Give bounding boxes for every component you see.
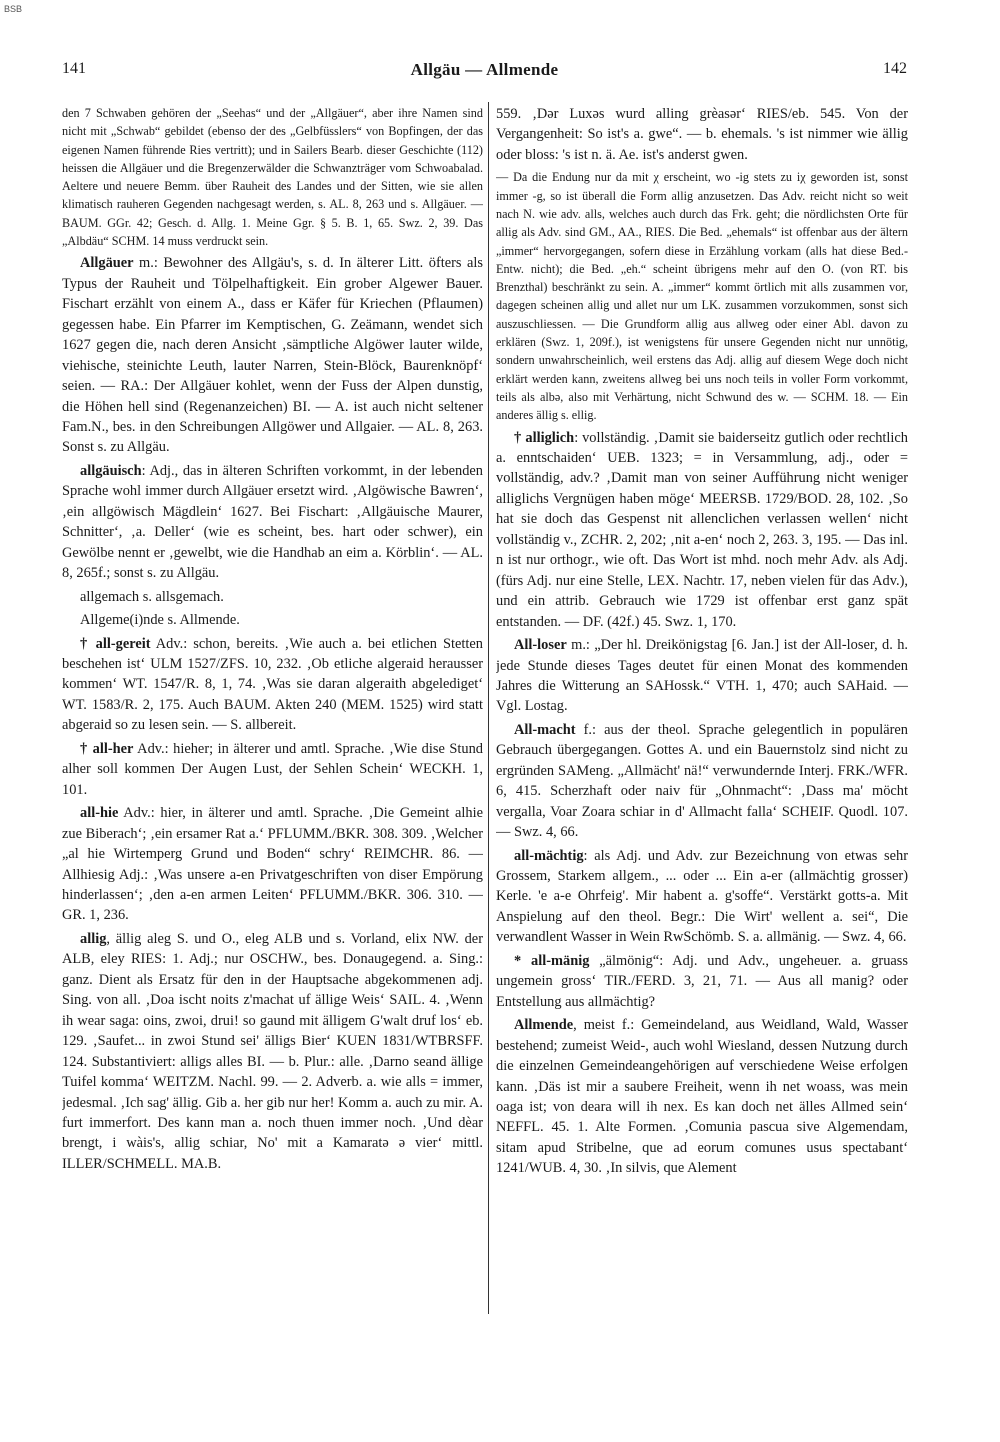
headword: all-hie (80, 805, 119, 822)
dictionary-paragraph (62, 803, 483, 926)
entry-text: Adv.: hieher; in älterer und amtl. Sprache. ‚Wie dise Stund alher soll kommen Der Augen Lust, der Sehlen Schein‘ WECKH. 1, 101. (62, 740, 483, 798)
dictionary-paragraph (496, 720, 908, 843)
entry-text: den 7 Schwaben gehören der „Seehas“ und der „Allgäuer“, aber ihre Namen sind nicht mit „Schwab“ gebildet (ebenso der des „Gelbfüsslers“ von Bopfingen, der das eigenen Namen führende Ries vertritt); und in Sailers Bearb. dieser Geschichte (112) heissen die Allgäuer und die Bregenzerwälder die Schwanzträger vom Schwoabalad. Aeltere und neuere Bemm. über Rauheit des Landes und der Sitten, wie sie allen klimatisch rauheren Gegenden nachgesagt werden, s. AL. 8, 263 und s. Allgäuer. — BAUM. GGr. 42; Gesch. d. Allg. 1. Meine Ggr. § 5. B. 1, 65. Swz. 2, 39. Das „Albdäu“ SCHM. 14 muss verdruckt sein. (62, 106, 483, 249)
dictionary-paragraph (496, 104, 908, 165)
headword: allig (80, 930, 107, 947)
headword: † all-gereit (80, 635, 151, 652)
dictionary-paragraph (496, 951, 908, 1012)
dictionary-paragraph (62, 739, 483, 800)
entry-text: , meist f.: Gemeindeland, aus Weidland, Wald, Wasser bestehend; zumeist Weid-, auch wohl Wiesland, dessen Nutzung durch die einzelnen Gemeindeangehörigen auf verschiedene Weise erfolgen kann. ‚Däs ist mir a saubere Freiheit, wenn ih net woass, was mein oaga ist; von deara will ih nex. Es kan doch net älles Allmed sein‘ NEFFL. 45. 1. Alte Formen. ‚Comunia pascua sive Algemendam, sitam apud Stribelne, que ad eorum comunes usus spectabant‘ 1241/WUB. 4, 30. ‚In silvis, que Alement (496, 1017, 908, 1177)
left-column (62, 104, 483, 1319)
headword: All-macht (514, 721, 576, 738)
headword: Allmende (514, 1017, 574, 1034)
dictionary-paragraph (496, 635, 908, 717)
entry-text: „älmönig“: Adj. und Adv., ungeheuer. a. gruass ungemein gross‘ TIR./FERD. 3, 21, 71. — Aus all manig? oder Entstellung aus allmächtig? (496, 952, 908, 1010)
right-column (496, 104, 908, 1319)
entry-text: m.: Bewohner des Allgäu's, s. d. In älterer Litt. öfters als Typus der Rauheit und Tölpelhaftigkeit. Ein grober Algewer Bauer. Fischart erzählt von einem A., dass er Käfer für Kriechen (Pflaumen) gegessen habe. Ein Pfarrer im Kemptischen, G. Zeämann, wendet sich 1627 gegen die, nach deren Ansicht ‚sämptliche Algöwer lauter wilde, viehische, steinichte Leuth, lauter Narren, Stein-Blöck, Baurenknöpf‘ seien. — RA.: Der Allgäuer kohlet, wenn der Fuss der Alpen dunstig, die Höhen hell sind (Regenanzeichen) BI. — A. ist auch nicht seltener Fam.N., bes. in den Schreibungen Allgöwer und Allgaier. — AL. 8, 263. Sonst s. zu Allgäu. (62, 255, 483, 456)
entry-text: f.: aus der theol. Sprache gelegentlich in populären Gebrauch übergegangen. Gottes A. und ein Bauernstolz sind nicht zu ergründen SAMeng. „Allmächt' nä!“ verwundernde Interj. FRK./WFR. 6, 415. Scherzhaft oder naiv für „Ohnmacht“: ‚Dass ma' möcht vergalla, Voar Zoara schiar in d' Allmacht falla‘ SCHEIF. Quodl. 107. — Swz. 4, 66. (496, 721, 908, 841)
entry-text: Adv.: hier, in älterer und amtl. Sprache. ‚Die Gemeint alhie zue Biberach‘; ‚ein ersamer Rat a.‘ PFLUMM./BKR. 308. 309. ‚Welcher „al hie Wirtemperg Grund und Boden“ schry‘ REIMCHR. 86. — Allhiesig Adj.: ‚Was unsere a-en Privatgeschriften von diser Empörung hinderlassen‘; ‚den a-en armen Leiten‘ PFLUMM./BKR. 306. 310. — GR. 1, 236. (62, 805, 483, 924)
entry-text: Allgeme(i)nde s. Allmende. (80, 612, 240, 629)
headword: * all-mänig (514, 952, 590, 969)
dictionary-paragraph (62, 634, 483, 736)
headword: † all-her (80, 740, 134, 757)
dictionary-paragraph (62, 929, 483, 1174)
entry-text: : als Adj. und Adv. zur Bezeichnung von etwas sehr Grossem, Starkem allgem., ... oder ... Ein a-er (allmächtig grosser) Kerle. 'e a-e Ohrfeig'. Mir habent a. g'soffe“. Verstärkt gotts-a. Mit Anspielung auf den theol. Begr.: Die Wirt' wellent a. sei“, Die verwandlent Wasser in Wein RwSchömb. S. a. allmänig. — Swz. 4, 66. (496, 847, 908, 946)
entry-text: , ällig aleg S. und O., eleg ALB und s. Vorland, elix NW. der ALB, eley RIES: 1. Adj.; nur OSCHW., bes. Donaugegend. a. Sing.: ganz. Dient als Ersatz für den in der Hauptsache abgekommenen adj. Sing. von all. ‚Doa ischt noits z'machat uf ällige Weis‘ SAIL. 4. ‚Wenn ih wear saga: oins, zwoi, drui! so gaund mit älligem G'walt druf los‘ eb. 129. ‚Saufet... in zwoi Stund sei' älligs Bier‘ KUEN 1831/WTBRSFF. 124. Substantiviert: alligs alles BI. — b. Plur.: alle. ‚Darno seand ällige Tuifel komma‘ WEITZM. Nachl. 99. — 2. Adverb. a. wie alls = immer, jedesmal. ‚Ich sag' ällig. Gib a. her gib nur her! Komm a. auch zu mir. A. furt immerfort. Des kann man a. noch thuen immer noch. ‚Und dèar brengt, i wàis's, allig schiar, No' mit a Kamaratə ə vier‘ mittl. ILLER/SCHMELL. MA.B. (62, 930, 483, 1172)
dictionary-paragraph (62, 461, 483, 584)
headword: allgäuisch (80, 462, 142, 479)
entry-text: Adv.: schon, bereits. ‚Wie auch a. bei etlichen Stetten beschehen ist‘ ULM 1527/ZFS. 10, 232. ‚Ob etliche algeraid herausser kommen‘ WT. 1547/R. 8, 1, 74. ‚Was sie daran algeraith abgelediget‘ WT. 1583/R. 2, 175. Auch BAUM. Akten 240 (MEM. 1525) wird statt abgeraid so zu lesen sein. — S. allbereit. (62, 635, 483, 734)
headword: All-loser (514, 637, 567, 654)
headword: Allgäuer (80, 255, 134, 272)
dictionary-paragraph (62, 587, 483, 607)
dictionary-paragraph (62, 104, 483, 250)
entry-text: m.: „Der hl. Dreikönigstag [6. Jan.] ist der All-loser, d. h. jede Stunde dieses Tages deutet für einen Monat des kommenden Jahres die Witterung an SAHossk.“ VTH. 1, 470; auch SAHaid. — Vgl. Lostag. (496, 637, 908, 715)
dictionary-paragraph (496, 1015, 908, 1179)
dictionary-paragraph (62, 253, 483, 458)
dictionary-paragraph (496, 846, 908, 948)
entry-text: : Adj., das in älteren Schriften vorkommt, in der lebenden Sprache wohl immer durch Allgäuer ersetzt wird. ‚Algöwische Bawren‘, ‚ein allgöwisch Mägdlein‘ 1627. Bei Fischart: ‚Allgäuische Maurer, Schnitter‘, ‚a. Deller‘ (wie es scheint, bes. hart oder schwer), ein Gewölbe nennt er ‚gewelbt, wie die Handhab an eim a. Körblin‘. — AL. 8, 265f.; sonst s. zu Allgäu. (62, 462, 483, 582)
entry-text: : vollständig. ‚Damit sie baiderseitz gutlich oder rechtlich a. enntschaiden‘ UEB. 1323; = in Versammlung, adj., oder = vollständig, adv.? ‚Damit man von seiner Aufführung nicht weniger alliglichs Vergnügen haben möge‘ MEERSB. 1729/BOD. 28, 102. ‚So hat sie doch das Gespenst nit allenclichen verlassen wellen‘ nicht vollständig v., ZCHR. 2, 202; ‚nit a-en‘ noch 2, 263. 3, 195. — Das inl. n ist nur orthogr., wie oft. Das Wort ist mhd. noch mehr Adv. als Adj. (fürs Adj. nur eine Stelle, LEX. Nachtr. 17, neben vielen für das Adv.), und ein attrib. Gebrauch wie 1729 ist offenbar erst ganz spät entstanden. — DF. (42f.) 45. Swz. 1, 170. (496, 429, 908, 630)
running-title: Allgäu — Allmende (410, 60, 559, 79)
column-divider (488, 102, 489, 1314)
headword: all-mächtig (514, 847, 584, 864)
dictionary-paragraph (62, 610, 483, 630)
entry-text: 559. ‚Dər Luxəs wurd alling grèasər‘ RIES/eb. 545. Von der Vergangenheit: So ist's a. gwe“. — b. ehemals. 's ist nimmer wie ällig oder bloss: 's ist n. ä. Ae. ist's anderst gwen. (496, 106, 908, 163)
page-number-right: 142 (883, 60, 907, 77)
entry-text: — Da die Endung nur da mit χ erscheint, wo -ig stets zu iχ geworden ist, sonst immer -g, so ist überall die Form allig anzusetzen. Das Adv. reicht nicht so weit nach N. wie adv. alls, welches auch durch das Frk. geht; die nördlichsten Orte für allig als Adv. sind GM., AA., RIES. Die Bed. „ehemals“ ist offenbar aus der ältern „immer“ hervorgegangen, sofern diese in Erzählung vorkam (alls hat diese Bed.-Entw. nicht); die Bed. „eh.“ scheint übrigens mehr auf den O. (von RT. bis Brenzthal) beschränkt zu sein. A. „immer“ kommt örtlich mit alls zusammen vor, dagegen scheinen allig und allet nur um LK. zusammen vorzukommen, sonst sich auszuschliessen. — Die Grundform allig aus allweg oder einer Abl. davon zu erklären (Swz. 1, 209f.), ist wenigstens für unsere Gegenden nicht nur unnötig, sondern unwahrscheinlich, weil erstens das Adj. allig auf diesem Wege doch nicht erklärt werden kann, zweitens allweg bei uns noch teils in voller Form vorkommt, teils als albə, also mit Verhärtung, nicht Schwund des w. — SCHM. 18. — Ein anderes ällig s. ellig. (496, 170, 908, 423)
page-number-left: 141 (62, 60, 86, 77)
library-mark: BSB (4, 4, 23, 14)
page-header (62, 60, 907, 86)
dictionary-paragraph (496, 168, 908, 424)
entry-text: allgemach s. allsgemach. (80, 588, 224, 605)
dictionary-paragraph (496, 428, 908, 633)
headword: † alliglich (514, 429, 575, 446)
